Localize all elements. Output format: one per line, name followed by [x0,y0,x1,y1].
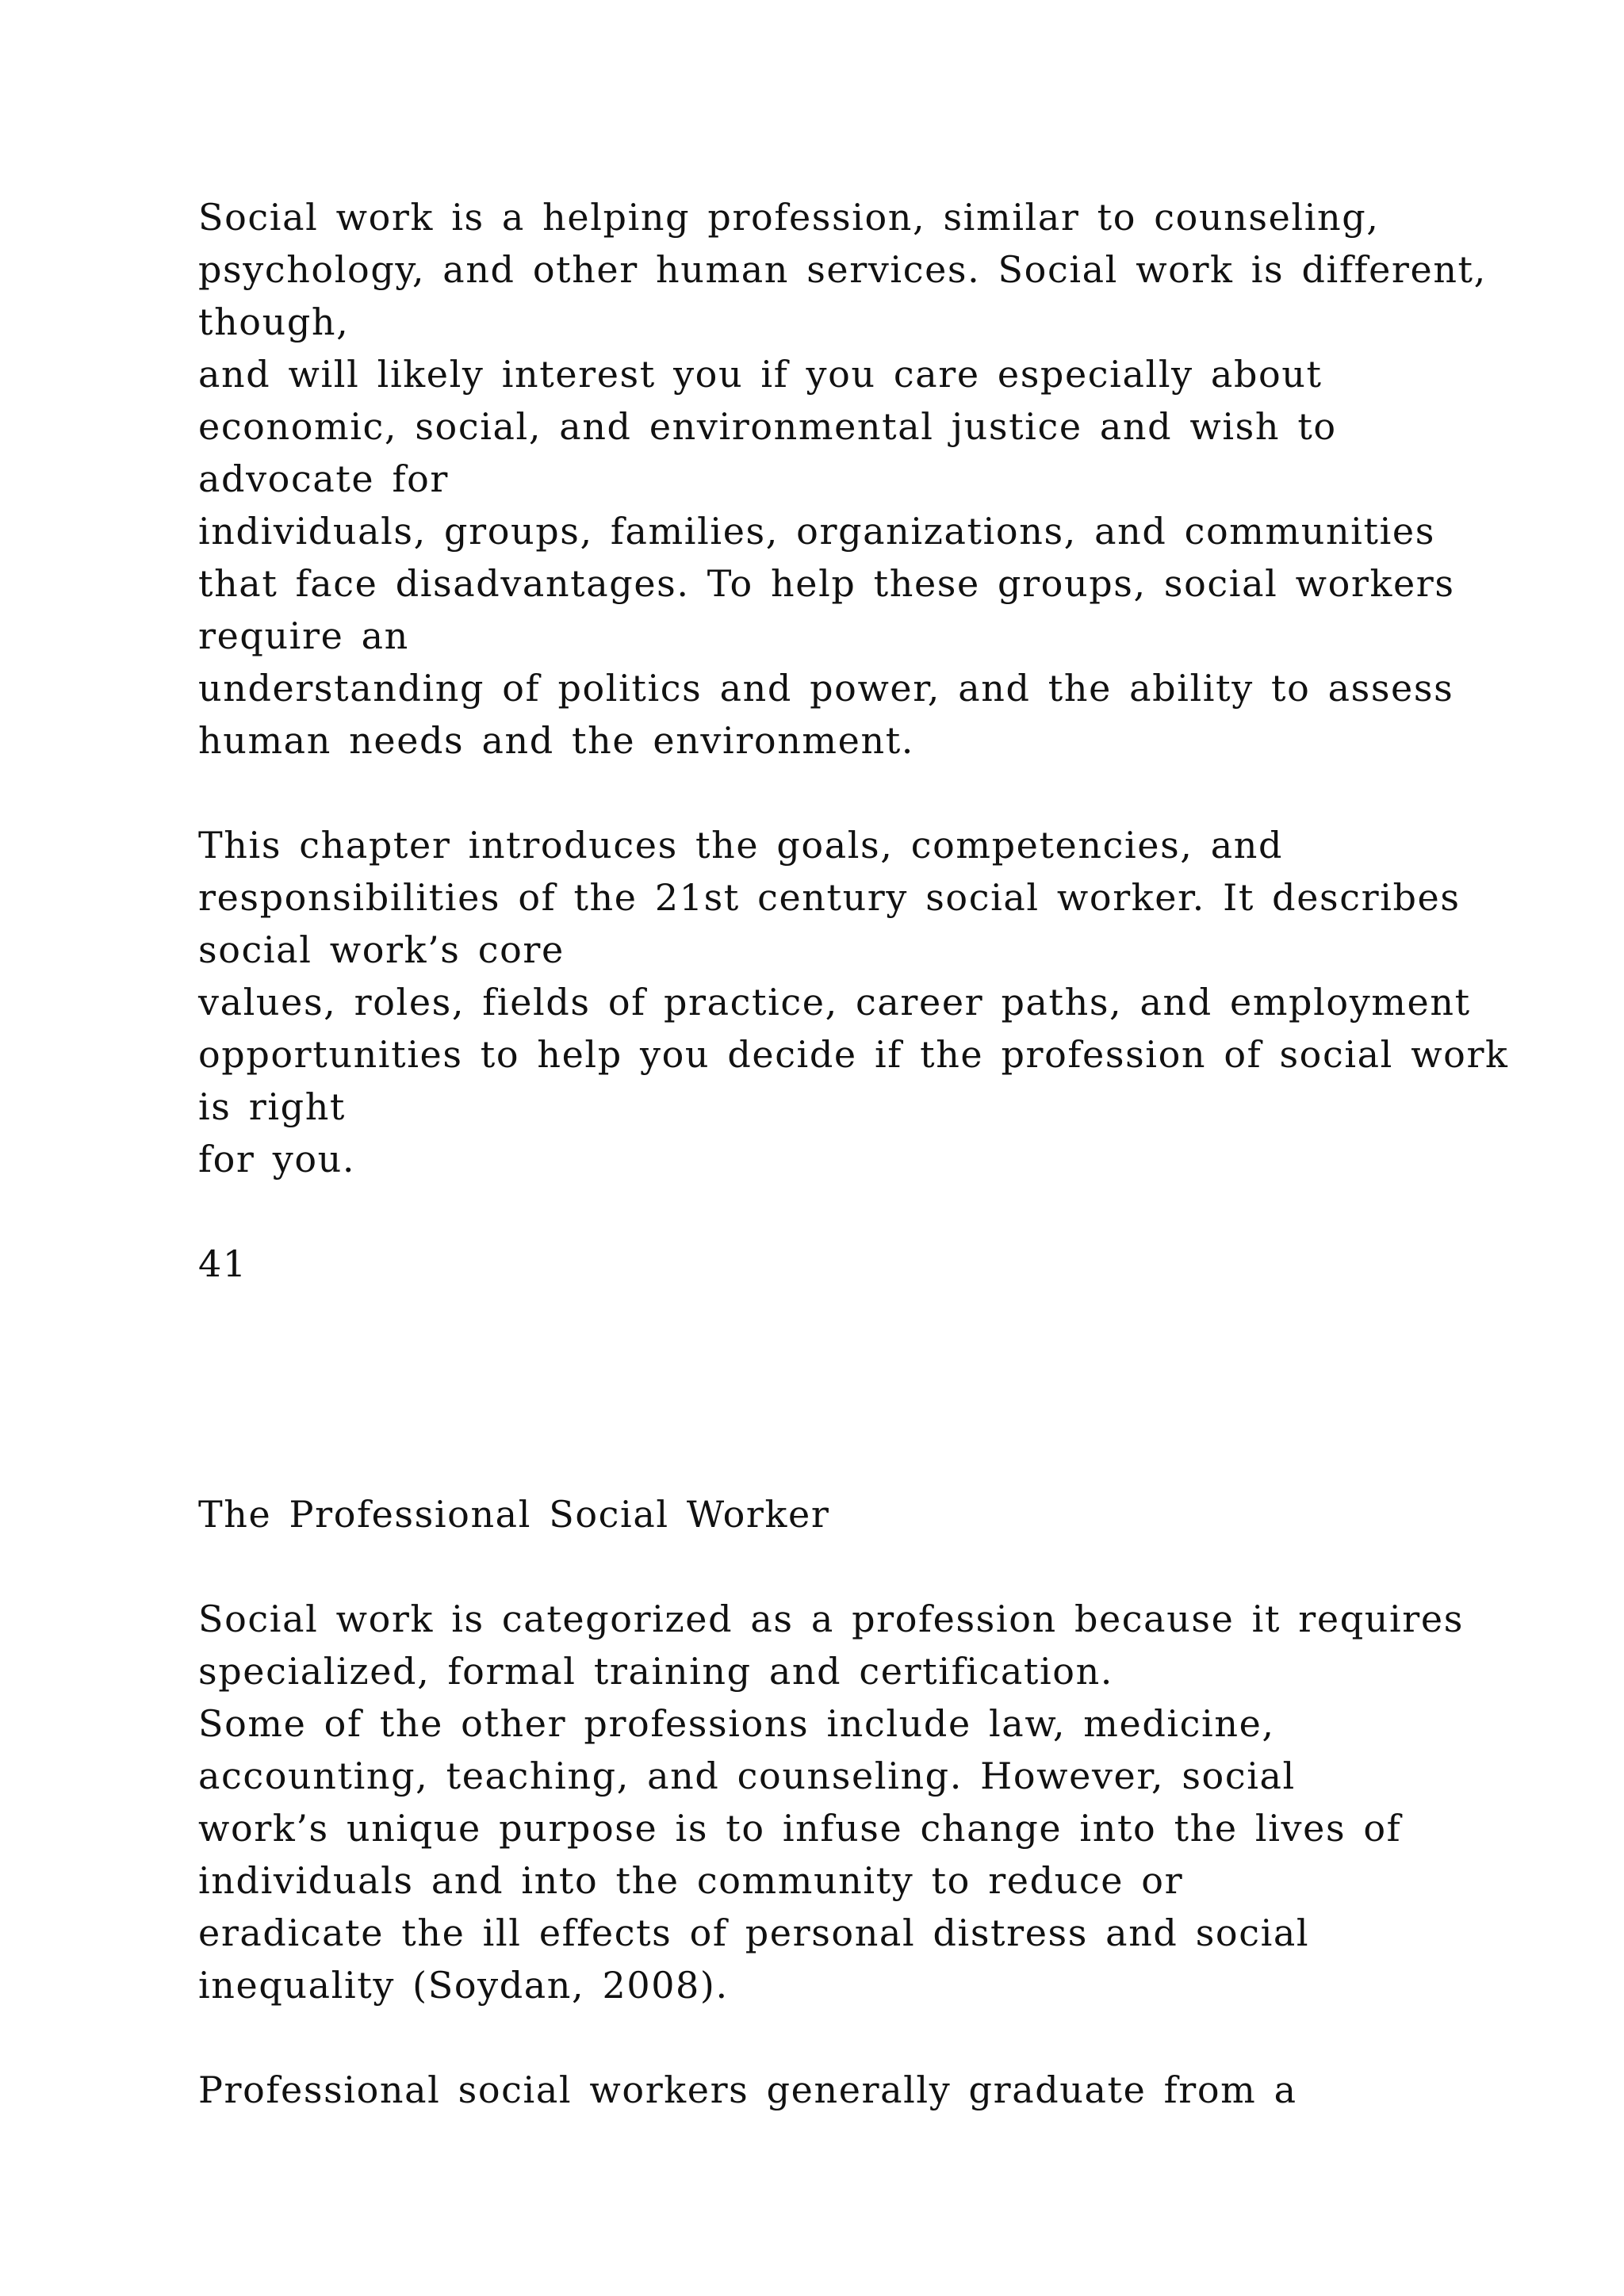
paragraph-line: Professional social workers generally graduate from a [198,2068,1297,2111]
paragraph-line: understanding of politics and power, and the ability to assess [198,667,1454,710]
paragraph-line: social work’s core [198,928,565,971]
paragraph-line: eradicate the ill effects of personal distress and social [198,1911,1310,1954]
intro-paragraph [198,191,1546,767]
page-number: 41 [198,1242,247,1285]
section-heading: The Professional Social Worker [198,1493,830,1536]
paragraph-line: and will likely interest you if you care especially about [198,353,1323,396]
paragraph-line: accounting, teaching, and counseling. However, social [198,1755,1296,1797]
chapter-overview-paragraph [198,819,1546,1185]
section-heading-block [198,1488,1546,1540]
paragraph-line: Social work is a helping profession, similar to counseling, [198,196,1380,239]
paragraph-line: responsibilities of the 21st century social worker. It describes [198,876,1461,919]
paragraph-line: individuals, groups, families, organizations, and communities [198,510,1435,553]
paragraph-line: work’s unique purpose is to infuse change into the lives of [198,1807,1402,1850]
paragraph-line: opportunities to help you decide if the profession of social work [198,1033,1509,1076]
paragraph-line: that face disadvantages. To help these groups, social workers [198,562,1455,605]
paragraph-line: require an [198,614,409,657]
paragraph-line: psychology, and other human services. Social work is different, [198,248,1487,291]
paragraph-line: specialized, formal training and certification. [198,1650,1114,1693]
paragraph-line: economic, social, and environmental justice and wish to [198,405,1337,448]
paragraph-line: is right [198,1085,346,1128]
page-number-block [198,1238,1546,1290]
paragraph-line: individuals and into the community to reduce or [198,1859,1184,1902]
paragraph-line: This chapter introduces the goals, competencies, and [198,824,1284,867]
graduate-paragraph [198,2064,1546,2116]
paragraph-line: though, [198,300,350,343]
document-body [198,191,1546,2168]
paragraph-line: Some of the other professions include law, medicine, [198,1702,1275,1745]
paragraph-line: human needs and the environment. [198,719,914,762]
paragraph-line: values, roles, fields of practice, career paths, and employment [198,981,1471,1024]
paragraph-line: advocate for [198,457,449,500]
paragraph-line: inequality (Soydan, 2008). [198,1964,729,2007]
profession-paragraph [198,1593,1546,2011]
paragraph-line: Social work is categorized as a profession because it requires [198,1598,1464,1640]
paragraph-line: for you. [198,1138,356,1181]
